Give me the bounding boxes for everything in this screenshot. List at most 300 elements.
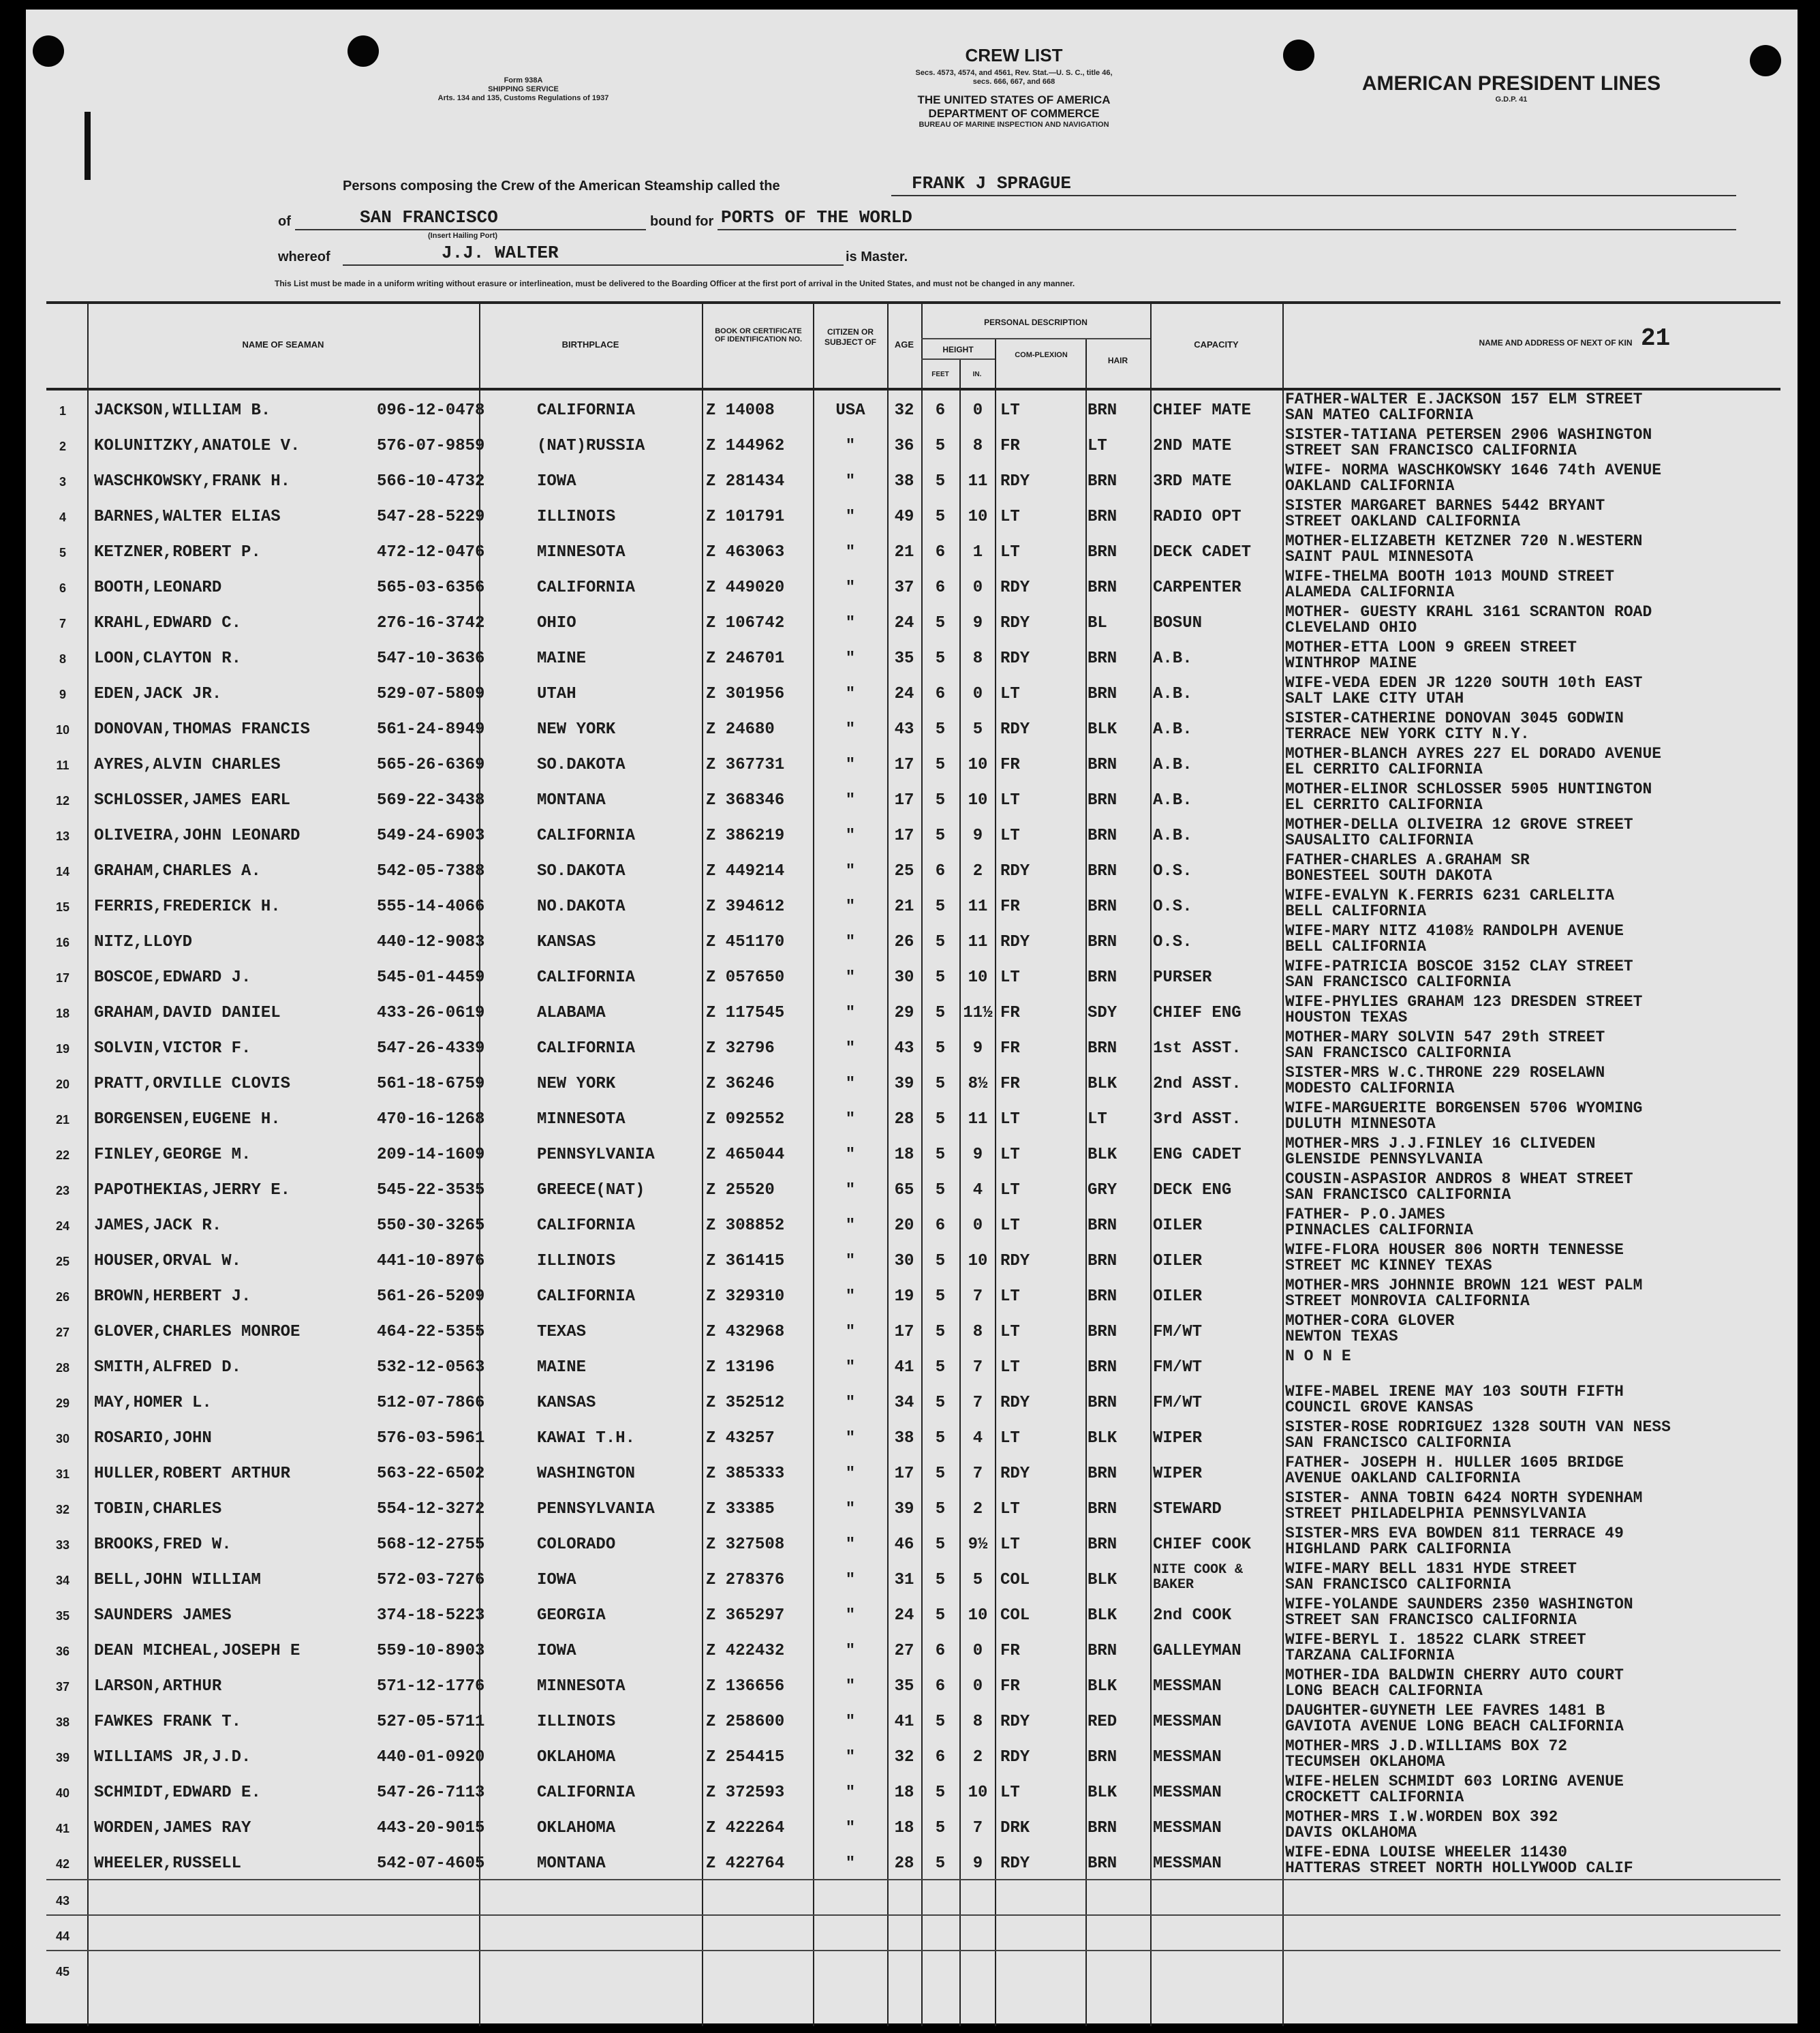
complexion: RDY (1000, 722, 1030, 738)
hair: BRN (1088, 1360, 1117, 1376)
table-row (46, 1631, 1780, 1666)
height-inches: 11 (968, 1112, 988, 1128)
next-of-kin-line-2: PINNACLES CALIFORNIA (1285, 1222, 1474, 1238)
next-of-kin-line-1: WIFE-FLORA HOUSER 806 NORTH TENNESSE (1285, 1242, 1624, 1258)
height-feet: 6 (935, 1679, 946, 1695)
seaman-ssn: 464-22-5355 (377, 1324, 485, 1341)
height-feet: 5 (935, 651, 946, 667)
punch-hole (1750, 45, 1781, 76)
capacity: MESSMAN (1153, 1714, 1222, 1730)
hair: BRN (1088, 828, 1117, 844)
height-feet: 5 (935, 1608, 946, 1624)
height-feet: 5 (935, 1572, 946, 1589)
complexion: RDY (1000, 1856, 1030, 1872)
capacity: 2nd COOK (1153, 1608, 1232, 1624)
next-of-kin-line-2: GAVIOTA AVENUE LONG BEACH CALIFORNIA (1285, 1718, 1624, 1734)
birthplace: KAWAI T.H. (537, 1431, 636, 1447)
hair: BRN (1088, 1218, 1117, 1234)
title-block (809, 45, 1218, 129)
next-of-kin-line-1: DAUGHTER-GUYNETH LEE FAVRES 1481 B (1285, 1702, 1605, 1719)
height-inches: 0 (972, 403, 983, 419)
age: 20 (894, 1218, 914, 1234)
hair: BRN (1088, 474, 1117, 490)
row-number: 13 (55, 829, 70, 843)
complexion: FR (1000, 438, 1020, 455)
col-citizen: CITIZEN OR SUBJECT OF (824, 327, 876, 347)
next-of-kin-line-1: SISTER MARGARET BARNES 5442 BRYANT (1285, 498, 1605, 514)
row-number: 9 (59, 688, 66, 701)
birthplace: (NAT)RUSSIA (537, 438, 645, 455)
next-of-kin-line-2: HATTERAS STREET NORTH HOLLYWOOD CALIF (1285, 1860, 1633, 1876)
height-inches: 10 (968, 757, 988, 774)
citizenship: " (845, 1466, 856, 1482)
birthplace: MINNESOTA (537, 545, 626, 561)
row-number: 7 (59, 617, 66, 630)
birthplace: ILLINOIS (537, 1714, 616, 1730)
seaman-ssn: 529-07-5809 (377, 686, 485, 703)
next-of-kin-line-2: BONESTEEL SOUTH DAKOTA (1285, 868, 1492, 884)
height-inches: 0 (972, 580, 983, 596)
table-row (46, 745, 1780, 780)
height-inches: 11 (968, 899, 988, 915)
height-feet: 6 (935, 1218, 946, 1234)
row-number: 16 (55, 936, 70, 949)
age: 18 (894, 1820, 914, 1837)
complexion: FR (1000, 1679, 1020, 1695)
seaman-ssn: 565-26-6369 (377, 757, 485, 774)
home-port-line (295, 229, 646, 230)
capacity: CHIEF COOK (1153, 1537, 1252, 1553)
seaman-ssn: 096-12-0478 (377, 403, 485, 419)
certificate-number: Z 329310 (706, 1289, 785, 1305)
table-row (46, 1844, 1780, 1879)
height-feet: 5 (935, 1395, 946, 1411)
row-number: 41 (55, 1822, 70, 1835)
height-feet: 6 (935, 580, 946, 596)
next-of-kin-line-1: WIFE-MARY NITZ 4108½ RANDOLPH AVENUE (1285, 923, 1624, 939)
age: 38 (894, 474, 914, 490)
instructions: This List must be made in a uniform writing without erasure or interlineation, must be delivered to the Boarding Officer at the first port of arrival in the United States, and must not be changed in any manner. (275, 279, 1075, 288)
seaman-name: GRAHAM,DAVID DANIEL (94, 1005, 281, 1022)
height-inches: 8 (972, 651, 983, 667)
table-row (46, 780, 1780, 816)
next-of-kin-line-1: MOTHER-ELINOR SCHLOSSER 5905 HUNTINGTON (1285, 781, 1652, 797)
age: 17 (894, 1466, 914, 1482)
seaman-ssn: 561-26-5209 (377, 1289, 485, 1305)
hair: BRN (1088, 1041, 1117, 1057)
age: 31 (894, 1572, 914, 1589)
complexion: LT (1000, 970, 1020, 986)
birthplace: IOWA (537, 1572, 576, 1589)
row-number: 6 (59, 581, 66, 595)
table-row (46, 1737, 1780, 1773)
seaman-ssn: 542-05-7388 (377, 863, 485, 880)
next-of-kin-line-2: BELL CALIFORNIA (1285, 903, 1427, 919)
citizenship: " (845, 899, 856, 915)
height-inches: 10 (968, 509, 988, 525)
hair: BLK (1088, 1608, 1117, 1624)
table-row (46, 1595, 1780, 1631)
col-feet: FEET (931, 371, 949, 378)
col-personal: PERSONAL DESCRIPTION (984, 318, 1088, 327)
row-number: 12 (55, 794, 70, 808)
form-id (367, 76, 680, 103)
table-row (46, 1525, 1780, 1560)
row-number: 40 (55, 1786, 70, 1800)
seaman-name: BELL,JOHN WILLIAM (94, 1572, 261, 1589)
hair: BRN (1088, 1643, 1117, 1660)
destination: PORTS OF THE WORLD (721, 207, 912, 228)
age: 25 (894, 863, 914, 880)
birthplace: MAINE (537, 1360, 587, 1376)
agency-line-2: DEPARTMENT OF COMMERCE (928, 107, 1100, 120)
birthplace: MONTANA (537, 1856, 606, 1872)
seaman-ssn: 571-12-1776 (377, 1679, 485, 1695)
next-of-kin-line-2: DAVIS OKLAHOMA (1285, 1824, 1417, 1841)
seaman-ssn: 545-22-3535 (377, 1182, 485, 1199)
age: 26 (894, 934, 914, 951)
seaman-name: WASCHKOWSKY,FRANK H. (94, 474, 291, 490)
page-title: CREW LIST (965, 45, 1063, 65)
row-number: 5 (59, 546, 66, 560)
row-number: 44 (55, 1929, 70, 1943)
hair: RED (1088, 1714, 1117, 1730)
seaman-name: BOSCOE,EDWARD J. (94, 970, 251, 986)
age: 30 (894, 970, 914, 986)
next-of-kin-line-1: WIFE-PATRICIA BOSCOE 3152 CLAY STREET (1285, 958, 1633, 975)
height-inches: 8 (972, 1714, 983, 1730)
age: 28 (894, 1112, 914, 1128)
age: 17 (894, 793, 914, 809)
certificate-number: Z 092552 (706, 1112, 785, 1128)
table-row (46, 993, 1780, 1028)
complexion: LT (1000, 509, 1020, 525)
height-inches: 7 (972, 1395, 983, 1411)
next-of-kin-line-1: MOTHER-ELIZABETH KETZNER 720 N.WESTERN (1285, 533, 1643, 549)
height-inches: 10 (968, 1608, 988, 1624)
capacity: DECK CADET (1153, 545, 1252, 561)
next-of-kin-line-1: FATHER- P.O.JAMES (1285, 1206, 1445, 1223)
age: 49 (894, 509, 914, 525)
col-kin: NAME AND ADDRESS OF NEXT OF KIN (1479, 338, 1633, 348)
seaman-ssn: 561-18-6759 (377, 1076, 485, 1092)
next-of-kin-line-1: MOTHER-MRS J.J.FINLEY 16 CLIVEDEN (1285, 1135, 1596, 1152)
next-of-kin-line-2: GLENSIDE PENNSYLVANIA (1285, 1151, 1483, 1167)
seaman-ssn: 568-12-2755 (377, 1537, 485, 1553)
capacity: 1st ASST. (1153, 1041, 1241, 1057)
seaman-name: JAMES,JACK R. (94, 1218, 222, 1234)
seaman-ssn: 565-03-6356 (377, 580, 485, 596)
height-inches: 0 (972, 1679, 983, 1695)
certificate-number: Z 057650 (706, 970, 785, 986)
next-of-kin-line-2: HOUSTON TEXAS (1285, 1009, 1408, 1026)
complexion: LT (1000, 1218, 1020, 1234)
next-of-kin-line-2: SAN FRANCISCO CALIFORNIA (1285, 1435, 1511, 1451)
certificate-number: Z 144962 (706, 438, 785, 455)
birthplace: MINNESOTA (537, 1112, 626, 1128)
certificate-number: Z 258600 (706, 1714, 785, 1730)
birthplace: CALIFORNIA (537, 1041, 636, 1057)
table-row (46, 391, 1780, 426)
height-feet: 5 (935, 509, 946, 525)
complexion: LT (1000, 1360, 1020, 1376)
age: 35 (894, 651, 914, 667)
height-feet: 6 (935, 1749, 946, 1766)
height-inches: 10 (968, 970, 988, 986)
table-row (46, 1808, 1780, 1844)
certificate-number: Z 422432 (706, 1643, 785, 1660)
certificate-number: Z 43257 (706, 1431, 775, 1447)
next-of-kin-line-2: OAKLAND CALIFORNIA (1285, 478, 1455, 494)
next-of-kin-line-1: WIFE-EDNA LOUISE WHEELER 11430 (1285, 1844, 1568, 1861)
col-birthplace: BIRTHPLACE (561, 339, 619, 350)
citizenship: " (845, 1218, 856, 1234)
seaman-ssn: 554-12-3272 (377, 1501, 485, 1518)
row-number: 33 (55, 1538, 70, 1552)
citizenship: " (845, 722, 856, 738)
height-feet: 5 (935, 1076, 946, 1092)
certificate-number: Z 463063 (706, 545, 785, 561)
height-feet: 6 (935, 863, 946, 880)
citizenship: " (845, 1537, 856, 1553)
hair: BLK (1088, 722, 1117, 738)
height-inches: 10 (968, 1253, 988, 1270)
hair: BLK (1088, 1785, 1117, 1801)
seaman-name: FERRIS,FREDERICK H. (94, 899, 281, 915)
col-height: HEIGHT (942, 345, 974, 354)
hair: BRN (1088, 970, 1117, 986)
blank-row (46, 1914, 1780, 1951)
hair: BRN (1088, 1820, 1117, 1837)
certificate-number: Z 24680 (706, 722, 775, 738)
certificate-number: Z 422264 (706, 1820, 785, 1837)
age: 24 (894, 1608, 914, 1624)
seaman-name: SCHLOSSER,JAMES EARL (94, 793, 291, 809)
birthplace: CALIFORNIA (537, 970, 636, 986)
age: 27 (894, 1643, 914, 1660)
height-inches: 9 (972, 828, 983, 844)
age: 18 (894, 1147, 914, 1163)
punch-hole (33, 35, 64, 67)
capacity: STEWARD (1153, 1501, 1222, 1518)
height-inches: 2 (972, 1749, 983, 1766)
birthplace: NEW YORK (537, 722, 616, 738)
hair: BRN (1088, 1749, 1117, 1766)
height-inches: 10 (968, 1785, 988, 1801)
seaman-name: DEAN MICHEAL,JOSEPH E (94, 1643, 300, 1660)
height-feet: 6 (935, 545, 946, 561)
citizenship: " (845, 1182, 856, 1199)
next-of-kin-line-2: CLEVELAND OHIO (1285, 620, 1417, 636)
height-feet: 5 (935, 757, 946, 774)
citizenship: " (845, 1572, 856, 1589)
next-of-kin-line-1: WIFE-YOLANDE SAUNDERS 2350 WASHINGTON (1285, 1596, 1633, 1612)
citizenship: " (845, 509, 856, 525)
complexion: FR (1000, 1041, 1020, 1057)
blank-row (46, 1950, 1780, 1987)
age: 43 (894, 722, 914, 738)
capacity: O.S. (1153, 863, 1192, 880)
hair: BRN (1088, 1466, 1117, 1482)
height-inches: 8½ (968, 1076, 988, 1092)
birthplace: NO.DAKOTA (537, 899, 626, 915)
next-of-kin-line-2: EL CERRITO CALIFORNIA (1285, 797, 1483, 813)
row-number: 42 (55, 1857, 70, 1871)
seaman-ssn: 561-24-8949 (377, 722, 485, 738)
height-inches: 0 (972, 1218, 983, 1234)
seaman-ssn: 440-01-0920 (377, 1749, 485, 1766)
company-block (1327, 72, 1695, 104)
table-row (46, 851, 1780, 887)
age: 32 (894, 403, 914, 419)
capacity: A.B. (1153, 828, 1192, 844)
complexion: RDY (1000, 1749, 1030, 1766)
height-feet: 5 (935, 1182, 946, 1199)
next-of-kin-line-1: SISTER-CATHERINE DONOVAN 3045 GODWIN (1285, 710, 1624, 727)
col-cert: BOOK OR CERTIFICATE OF IDENTIFICATION NO. (714, 327, 803, 343)
seaman-ssn: 472-12-0476 (377, 545, 485, 561)
seaman-name: BORGENSEN,EUGENE H. (94, 1112, 281, 1128)
capacity: PURSER (1153, 970, 1212, 986)
next-of-kin-line-1: MOTHER-BLANCH AYRES 227 EL DORADO AVENUE (1285, 746, 1662, 762)
seaman-name: SOLVIN,VICTOR F. (94, 1041, 251, 1057)
next-of-kin-line-1: MOTHER-IDA BALDWIN CHERRY AUTO COURT (1285, 1667, 1624, 1683)
citizenship: " (845, 1501, 856, 1518)
birthplace: COLORADO (537, 1537, 616, 1553)
capacity: O.S. (1153, 934, 1192, 951)
next-of-kin-line-2: HIGHLAND PARK CALIFORNIA (1285, 1541, 1511, 1557)
seaman-name: GRAHAM,CHARLES A. (94, 863, 261, 880)
table-row (46, 674, 1780, 709)
seaman-ssn: 555-14-4066 (377, 899, 485, 915)
seaman-name: LARSON,ARTHUR (94, 1679, 222, 1695)
seaman-name: WILLIAMS JR,J.D. (94, 1749, 251, 1766)
hair: BRN (1088, 1324, 1117, 1341)
capacity: O.S. (1153, 899, 1192, 915)
citizenship: " (845, 934, 856, 951)
agency-line-3: BUREAU OF MARINE INSPECTION AND NAVIGATION (919, 121, 1109, 129)
form-service: SHIPPING SERVICE (488, 85, 559, 93)
capacity: 3RD MATE (1153, 474, 1232, 490)
certificate-number: Z 394612 (706, 899, 785, 915)
age: 39 (894, 1076, 914, 1092)
height-feet: 6 (935, 403, 946, 419)
capacity: CARPENTER (1153, 580, 1241, 596)
height-inches: 9 (972, 615, 983, 632)
seaman-name: DONOVAN,THOMAS FRANCIS (94, 722, 310, 738)
height-inches: 9½ (968, 1537, 988, 1553)
complexion: LT (1000, 1431, 1020, 1447)
age: 18 (894, 1785, 914, 1801)
seaman-ssn: 547-26-4339 (377, 1041, 485, 1057)
citizenship: " (845, 970, 856, 986)
height-feet: 5 (935, 474, 946, 490)
complexion: LT (1000, 1182, 1020, 1199)
birthplace: OKLAHOMA (537, 1820, 616, 1837)
next-of-kin-line-1: WIFE-VEDA EDEN JR 1220 SOUTH 10th EAST (1285, 675, 1643, 691)
seaman-name: KOLUNITZKY,ANATOLE V. (94, 438, 300, 455)
age: 39 (894, 1501, 914, 1518)
row-number: 20 (55, 1077, 70, 1091)
height-inches: 1 (972, 545, 983, 561)
row-number: 34 (55, 1574, 70, 1587)
capacity: A.B. (1153, 651, 1192, 667)
next-of-kin-line-2: SAN FRANCISCO CALIFORNIA (1285, 1045, 1511, 1061)
certificate-number: Z 365297 (706, 1608, 785, 1624)
certificate-number: Z 13196 (706, 1360, 775, 1376)
birthplace: PENNSYLVANIA (537, 1147, 655, 1163)
height-feet: 5 (935, 1785, 946, 1801)
citizenship: " (845, 1076, 856, 1092)
seaman-ssn: 569-22-3438 (377, 793, 485, 809)
next-of-kin-line-1: MOTHER-ETTA LOON 9 GREEN STREET (1285, 639, 1577, 656)
hair: BRN (1088, 1289, 1117, 1305)
capacity: MESSMAN (1153, 1749, 1222, 1766)
citizenship: " (845, 757, 856, 774)
certificate-number: Z 281434 (706, 474, 785, 490)
hailing-port-note: (Insert Hailing Port) (428, 232, 498, 240)
capacity: CHIEF ENG (1153, 1005, 1241, 1022)
age: 17 (894, 1324, 914, 1341)
citizenship: " (845, 1856, 856, 1872)
row-number: 10 (55, 723, 70, 737)
height-feet: 5 (935, 1856, 946, 1872)
row-number: 35 (55, 1609, 70, 1623)
next-of-kin-line-1: MOTHER-MRS JOHNNIE BROWN 121 WEST PALM (1285, 1277, 1643, 1294)
seaman-ssn: 547-26-7113 (377, 1785, 485, 1801)
next-of-kin-line-2: STREET OAKLAND CALIFORNIA (1285, 513, 1521, 530)
table-row (46, 709, 1780, 745)
next-of-kin-line-1: FATHER- JOSEPH H. HULLER 1605 BRIDGE (1285, 1454, 1624, 1471)
table-row (46, 1099, 1780, 1135)
height-feet: 6 (935, 686, 946, 703)
table-row (46, 1702, 1780, 1737)
complexion: FR (1000, 1005, 1020, 1022)
height-feet: 6 (935, 1643, 946, 1660)
complexion: LT (1000, 403, 1020, 419)
complexion: LT (1000, 1501, 1020, 1518)
table-row (46, 1383, 1780, 1418)
certificate-number: Z 254415 (706, 1749, 785, 1766)
complexion: RDY (1000, 1253, 1030, 1270)
height-feet: 5 (935, 1289, 946, 1305)
capacity: MESSMAN (1153, 1820, 1222, 1837)
certificate-number: Z 385333 (706, 1466, 785, 1482)
certificate-number: Z 449214 (706, 863, 785, 880)
complexion: FR (1000, 1076, 1020, 1092)
capacity: FM/WT (1153, 1360, 1203, 1376)
capacity: A.B. (1153, 793, 1192, 809)
blank-row (46, 1879, 1780, 1916)
height-inches: 5 (972, 1572, 983, 1589)
row-number: 15 (55, 900, 70, 914)
height-feet: 5 (935, 438, 946, 455)
certificate-number: Z 352512 (706, 1395, 785, 1411)
complexion: RDY (1000, 1466, 1030, 1482)
next-of-kin-line-1: SISTER-MRS EVA BOWDEN 811 TERRACE 49 (1285, 1525, 1624, 1542)
table-row (46, 1454, 1780, 1489)
age: 17 (894, 757, 914, 774)
capacity: MESSMAN (1153, 1785, 1222, 1801)
capacity: BOSUN (1153, 615, 1203, 632)
citizenship: " (845, 438, 856, 455)
seaman-ssn: 443-20-9015 (377, 1820, 485, 1837)
birthplace: OHIO (537, 615, 576, 632)
certificate-number: Z 106742 (706, 615, 785, 632)
capacity: OILER (1153, 1289, 1203, 1305)
next-of-kin-line-1: WIFE-MARY BELL 1831 HYDE STREET (1285, 1561, 1577, 1577)
height-feet: 5 (935, 722, 946, 738)
